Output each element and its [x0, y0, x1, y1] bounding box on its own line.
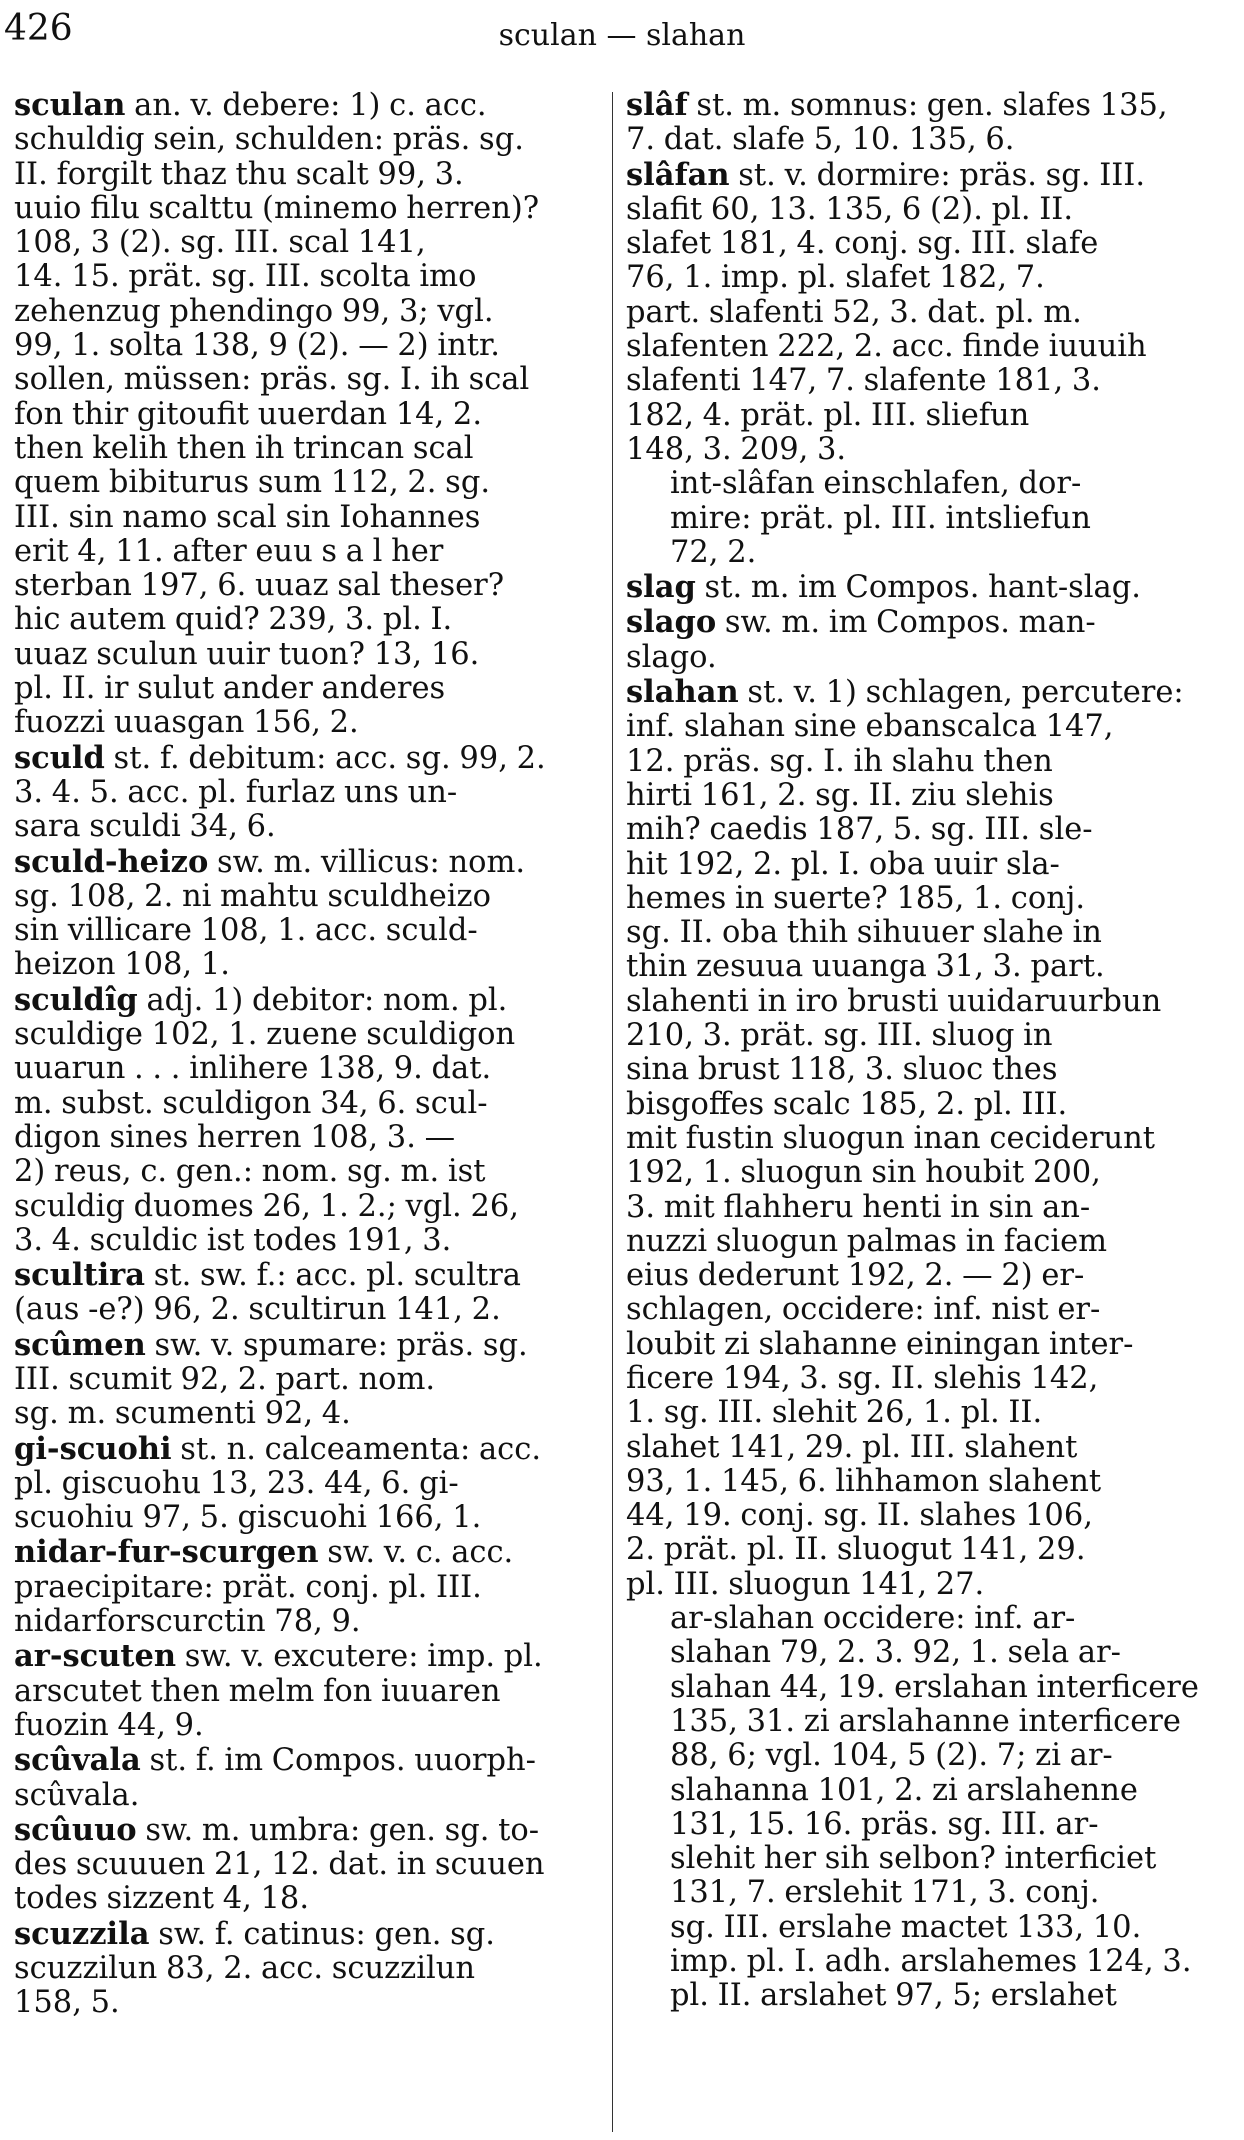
entry-line: nuzzi sluogun palmas in faciem: [626, 1223, 1108, 1259]
entry-line: zehenzug phendingo 99, 3; vgl.: [14, 293, 494, 329]
entry-line: slehit her sih selbon? interficiet: [670, 1841, 1157, 1877]
headword: sculd: [14, 739, 105, 776]
entry-line: then kelih then ih trincan scal: [14, 430, 474, 466]
headword: scûuuo: [14, 1811, 137, 1848]
entry-line: 131, 7. erslehit 171, 3. conj.: [670, 1875, 1100, 1911]
entry-line: sculan an. v. debere: 1) c. acc.: [14, 87, 487, 123]
entry-line: scûvala st. f. im Compos. uuorph-: [14, 1742, 536, 1779]
headword: scûvala: [14, 1742, 141, 1779]
headword: slag: [626, 569, 696, 606]
entry-line: scûmen sw. v. spumare: präs. sg.: [14, 1326, 528, 1363]
entry-line: 7. dat. slafe 5, 10. 135, 6.: [626, 122, 1015, 158]
entry-line: scultira st. sw. f.: acc. pl. scultra: [14, 1257, 521, 1294]
dictionary-entry: [626, 88, 1214, 158]
entry-line: slago.: [626, 639, 717, 675]
dictionary-entry: [14, 88, 598, 741]
entry-line: slahan st. v. 1) schlagen, percutere:: [626, 674, 1184, 711]
entry-line: scûuuo sw. m. umbra: gen. sg. to-: [14, 1811, 540, 1848]
entry-line: 158, 5.: [14, 1985, 120, 2021]
entry-line: scuzzilun 83, 2. acc. scuzzilun: [14, 1951, 476, 1987]
headword: nidar-fur-scurgen: [14, 1534, 319, 1571]
entry-line: des scuuuen 21, 12. dat. in scuuen: [14, 1847, 545, 1883]
dictionary-entry: [626, 605, 1214, 675]
entry-line: sara sculdi 34, 6.: [14, 809, 276, 845]
entry-line: mit fustin sluogun inan ceciderunt: [626, 1120, 1156, 1156]
entry-line: praecipitare: prät. conj. pl. III.: [14, 1569, 482, 1605]
entry-line: hemes in suerte? 185, 1. conj.: [626, 880, 1086, 916]
entry-line: sculd st. f. debitum: acc. sg. 99, 2.: [14, 739, 546, 776]
headword: sculan: [14, 87, 126, 123]
headword: sculd-heizo: [14, 843, 209, 880]
entry-line: pl. II. arslahet 97, 5; erslahet: [670, 1978, 1117, 2014]
entry-line: pl. III. sluogun 141, 27.: [626, 1566, 985, 1602]
entry-line: 1. sg. III. slehit 26, 1. pl. II.: [626, 1395, 1043, 1431]
entry-line: todes sizzent 4, 18.: [14, 1881, 310, 1917]
entry-line: schuldig sein, schulden: präs. sg.: [14, 122, 524, 158]
entry-line: sg. III. erslahe mactet 133, 10.: [670, 1909, 1142, 1945]
entry-line: 44, 19. conj. sg. II. slahes 106,: [626, 1498, 1093, 1534]
entry-line: 3. mit flahheru henti in sin an-: [626, 1189, 1091, 1225]
entry-line: 88, 6; vgl. 104, 5 (2). 7; zi ar-: [670, 1738, 1113, 1774]
entry-line: II. forgilt thaz thu scalt 99, 3.: [14, 156, 464, 192]
entry-line: slahan 79, 2. 3. 92, 1. sela ar-: [670, 1635, 1121, 1671]
entry-line: slahet 141, 29. pl. III. slahent: [626, 1429, 1078, 1465]
dictionary-entry: [14, 1917, 598, 2021]
entry-line: slafenten 222, 2. acc. finde iuuuih: [626, 329, 1147, 365]
entry-line: 210, 3. prät. sg. III. sluog in: [626, 1018, 1053, 1054]
entry-line: eius dederunt 192, 2. — 2) er-: [626, 1258, 1085, 1294]
entry-line: slahenti in iro brusti uuidaruurbun: [626, 983, 1162, 1019]
dictionary-entry: [14, 1258, 598, 1328]
entry-line: sculdige 102, 1. zuene sculdigon: [14, 1017, 516, 1053]
entry-line: thin zesuua uuanga 31, 3. part.: [626, 949, 1105, 985]
entry-line: mire: prät. pl. III. intsliefun: [670, 500, 1091, 536]
entry-line: scuzzila sw. f. catinus: gen. sg.: [14, 1915, 495, 1952]
dictionary-entry: [14, 1432, 598, 1536]
column-divider: [612, 92, 613, 2132]
entry-line: slafenti 147, 7. slafente 181, 3.: [626, 363, 1101, 399]
entry-line: fuozin 44, 9.: [14, 1707, 204, 1743]
entry-line: ar-slahan occidere: inf. ar-: [670, 1601, 1076, 1637]
entry-line: 14. 15. prät. sg. III. scolta imo: [14, 259, 477, 295]
entry-line: 3. 4. sculdic ist todes 191, 3.: [14, 1222, 452, 1258]
dictionary-entry: [14, 741, 598, 845]
entry-line: III. sin namo scal sin Iohannes: [14, 499, 481, 535]
dictionary-entry: [14, 845, 598, 983]
entry-line: slâfan st. v. dormire: präs. sg. III.: [626, 156, 1146, 193]
entry-line: sculd-heizo sw. m. villicus: nom.: [14, 843, 526, 880]
entry-line: III. scumit 92, 2. part. nom.: [14, 1361, 436, 1397]
headword: slahan: [626, 674, 739, 711]
entry-line: 182, 4. prät. pl. III. sliefun: [626, 397, 1030, 433]
entry-line: hic autem quid? 239, 3. pl. I.: [14, 602, 453, 638]
entry-line: schlagen, occidere: inf. nist er-: [626, 1292, 1101, 1328]
headword: ar-scuten: [14, 1638, 177, 1675]
entry-line: slag st. m. im Compos. hant-slag.: [626, 569, 1141, 606]
entry-line: erit 4, 11. after euu s a l her: [14, 533, 444, 569]
entry-line: m. subst. sculdigon 34, 6. scul-: [14, 1085, 488, 1121]
entry-line: scuohiu 97, 5. giscuohi 166, 1.: [14, 1500, 482, 1536]
dictionary-entry: [626, 570, 1214, 605]
entry-line: nidarforscurctin 78, 9.: [14, 1604, 361, 1640]
running-head: sculan — slahan: [498, 18, 746, 53]
entry-line: slâf st. m. somnus: gen. slafes 135,: [626, 87, 1168, 123]
entry-line: 2) reus, c. gen.: nom. sg. m. ist: [14, 1154, 486, 1190]
entry-line: slago sw. m. im Compos. man-: [626, 604, 1096, 641]
entry-line: 148, 3. 209, 3.: [626, 431, 847, 467]
dictionary-entry: [14, 1328, 598, 1432]
entry-line: fon thir gitoufit uuerdan 14, 2.: [14, 396, 483, 432]
headword: scûmen: [14, 1326, 146, 1363]
entry-line: (aus -e?) 96, 2. scultirun 141, 2.: [14, 1292, 501, 1328]
entry-line: 76, 1. imp. pl. slafet 182, 7.: [626, 260, 1045, 296]
entry-line: 99, 1. solta 138, 9 (2). — 2) intr.: [14, 328, 500, 364]
entry-line: slafit 60, 13. 135, 6 (2). pl. II.: [626, 191, 1074, 227]
headword: scultira: [14, 1257, 146, 1294]
entry-line: 12. präs. sg. I. ih slahu then: [626, 743, 1053, 779]
left-column: [14, 88, 598, 2021]
entry-line: 192, 1. sluogun sin houbit 200,: [626, 1155, 1101, 1191]
headword: gi-scuohi: [14, 1430, 172, 1467]
dictionary-entry: [14, 1813, 598, 1917]
entry-line: part. slafenti 52, 3. dat. pl. m.: [626, 294, 1082, 330]
entry-line: bisgoffes scalc 185, 2. pl. III.: [626, 1086, 1068, 1122]
entry-line: sg. II. oba thih sihuuer slahe in: [626, 915, 1102, 951]
entry-line: sterban 197, 6. uuaz sal theser?: [14, 568, 505, 604]
entry-line: 108, 3 (2). sg. III. scal 141,: [14, 225, 426, 261]
entry-line: inf. slahan sine ebanscalca 147,: [626, 709, 1114, 745]
entry-line: pl. II. ir sulut ander anderes: [14, 671, 446, 707]
entry-line: slahanna 101, 2. zi arslahenne: [670, 1772, 1138, 1808]
entry-line: 131, 15. 16. präs. sg. III. ar-: [670, 1806, 1099, 1842]
dictionary-entry: [626, 158, 1214, 468]
entry-line: hirti 161, 2. sg. II. ziu slehis: [626, 777, 1054, 813]
entry-line: sculdig duomes 26, 1. 2.; vgl. 26,: [14, 1188, 519, 1224]
entry-line: slafet 181, 4. conj. sg. III. slafe: [626, 226, 1099, 262]
entry-line: sg. 108, 2. ni mahtu sculdheizo: [14, 878, 491, 914]
entry-line: uuarun . . . inlihere 138, 9. dat.: [14, 1051, 492, 1087]
dictionary-entry: [626, 675, 1214, 1602]
entry-line: nidar-fur-scurgen sw. v. c. acc.: [14, 1534, 514, 1571]
dictionary-entry: [14, 983, 598, 1258]
dictionary-entry: [14, 1743, 598, 1813]
entry-line: arscutet then melm fon iuuaren: [14, 1673, 501, 1709]
entry-line: 135, 31. zi arslahanne interficere: [670, 1703, 1181, 1739]
entry-line: sollen, müssen: präs. sg. I. ih scal: [14, 362, 530, 398]
entry-line: 2. prät. pl. II. sluogut 141, 29.: [626, 1532, 1086, 1568]
entry-line: 93, 1. 145, 6. lihhamon slahent: [626, 1463, 1102, 1499]
entry-line: 3. 4. 5. acc. pl. furlaz uns un-: [14, 774, 458, 810]
entry-line: slahan 44, 19. erslahan interficere: [670, 1669, 1199, 1705]
headword: scuzzila: [14, 1915, 150, 1952]
entry-line: 72, 2.: [670, 534, 757, 570]
dictionary-entry: [626, 1602, 1214, 2014]
page-number: 426: [4, 8, 73, 49]
entry-line: ar-scuten sw. v. excutere: imp. pl.: [14, 1638, 543, 1675]
entry-line: scûvala.: [14, 1777, 140, 1813]
entry-line: quem bibiturus sum 112, 2. sg.: [14, 465, 491, 501]
entry-line: fuozzi uuasgan 156, 2.: [14, 705, 359, 741]
entry-line: uuaz sculun uuir tuon? 13, 16.: [14, 636, 480, 672]
entry-line: gi-scuohi st. n. calceamenta: acc.: [14, 1430, 542, 1467]
entry-line: hit 192, 2. pl. I. oba uuir sla-: [626, 846, 1060, 882]
entry-line: sculdîg adj. 1) debitor: nom. pl.: [14, 981, 508, 1018]
headword: slâf: [626, 87, 688, 123]
entry-line: sina brust 118, 3. sluoc thes: [626, 1052, 1058, 1088]
entry-line: loubit zi slahanne einingan inter-: [626, 1326, 1134, 1362]
entry-line: uuio filu scalttu (minemo herren)?: [14, 190, 540, 226]
headword: sculdîg: [14, 981, 138, 1018]
dictionary-entry: [626, 467, 1214, 570]
entry-line: ficere 194, 3. sg. II. slehis 142,: [626, 1360, 1099, 1396]
right-column: [626, 88, 1214, 2014]
dictionary-entry: [14, 1535, 598, 1639]
entry-line: sg. m. scumenti 92, 4.: [14, 1396, 351, 1432]
dictionary-entry: [14, 1639, 598, 1743]
entry-line: int-slâfan einschlafen, dor-: [670, 466, 1082, 502]
entry-line: heizon 108, 1.: [14, 947, 230, 983]
entry-line: pl. giscuohu 13, 23. 44, 6. gi-: [14, 1465, 459, 1501]
headword: slâfan: [626, 156, 730, 193]
headword: slago: [626, 604, 717, 641]
entry-line: imp. pl. I. adh. arslahemes 124, 3.: [670, 1944, 1192, 1980]
entry-line: digon sines herren 108, 3. —: [14, 1119, 456, 1155]
entry-line: sin villicare 108, 1. acc. sculd-: [14, 913, 478, 949]
entry-line: mih? caedis 187, 5. sg. III. sle-: [626, 812, 1093, 848]
